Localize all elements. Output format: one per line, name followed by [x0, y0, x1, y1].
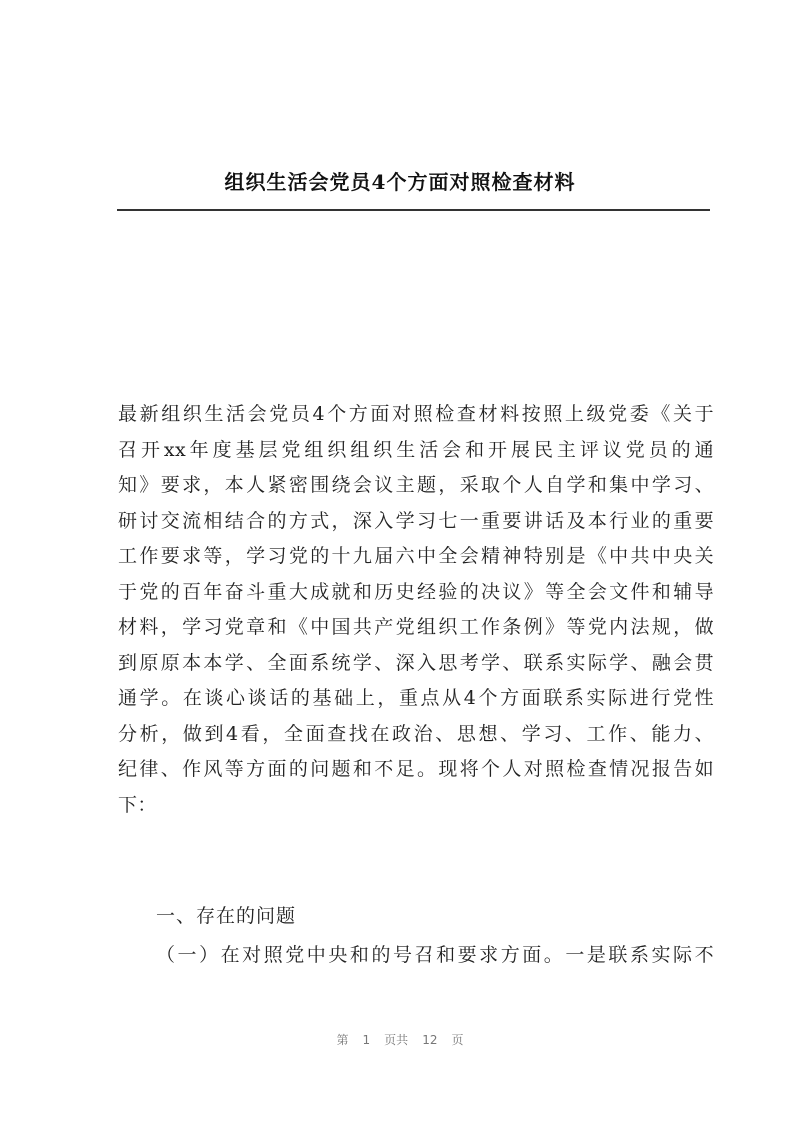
paragraph-line: 知》要求，本人紧密围绕会议主题，采取个人自学和集中学习、 [118, 474, 714, 496]
footer-suffix: 页 [451, 1033, 464, 1047]
paragraph-line: 通学。在谈心谈话的基础上，重点从4个方面联系实际进行党性 [118, 687, 714, 709]
page-footer [0, 1031, 800, 1048]
page-number: 1 [362, 1033, 371, 1047]
intro-paragraph [118, 397, 714, 823]
page-total: 12 [422, 1033, 438, 1047]
paragraph-line: 最新组织生活会党员4个方面对照检查材料按照上级党委《关于 [118, 403, 714, 425]
paragraph-line: 工作要求等，学习党的十九届六中全会精神特别是《中共中央关 [118, 545, 714, 567]
paragraph-line: 纪律、作风等方面的问题和不足。现将个人对照检查情况报告如 [118, 758, 714, 780]
paragraph-line: 召开xx年度基层党组织组织生活会和开展民主评议党员的通 [118, 438, 714, 461]
paragraph-line: 材料，学习党章和《中国共产党组织工作条例》等党内法规，做 [118, 616, 714, 638]
footer-prefix: 第 [336, 1033, 349, 1047]
paragraph-line: 研讨交流相结合的方式，深入学习七一重要讲话及本行业的重要 [118, 509, 714, 532]
paragraph-line: 分析，做到4看，全面查找在政治、思想、学习、工作、能力、 [118, 722, 714, 745]
document-title: 组织生活会党员4个方面对照检查材料 [224, 170, 576, 194]
paragraph-line: 到原原本本学、全面系统学、深入思考学、联系实际学、融会贯 [118, 651, 714, 674]
section-heading: 一、存在的问题 [156, 905, 297, 927]
title-underline [117, 209, 710, 211]
paragraph-line: 于党的百年奋斗重大成就和历史经验的决议》等全会文件和辅导 [118, 580, 714, 603]
subsection-paragraph: （一）在对照党中央和的号召和要求方面。一是联系实际不 [156, 944, 714, 966]
footer-mid: 页共 [384, 1033, 409, 1047]
paragraph-line: 下： [118, 793, 157, 816]
